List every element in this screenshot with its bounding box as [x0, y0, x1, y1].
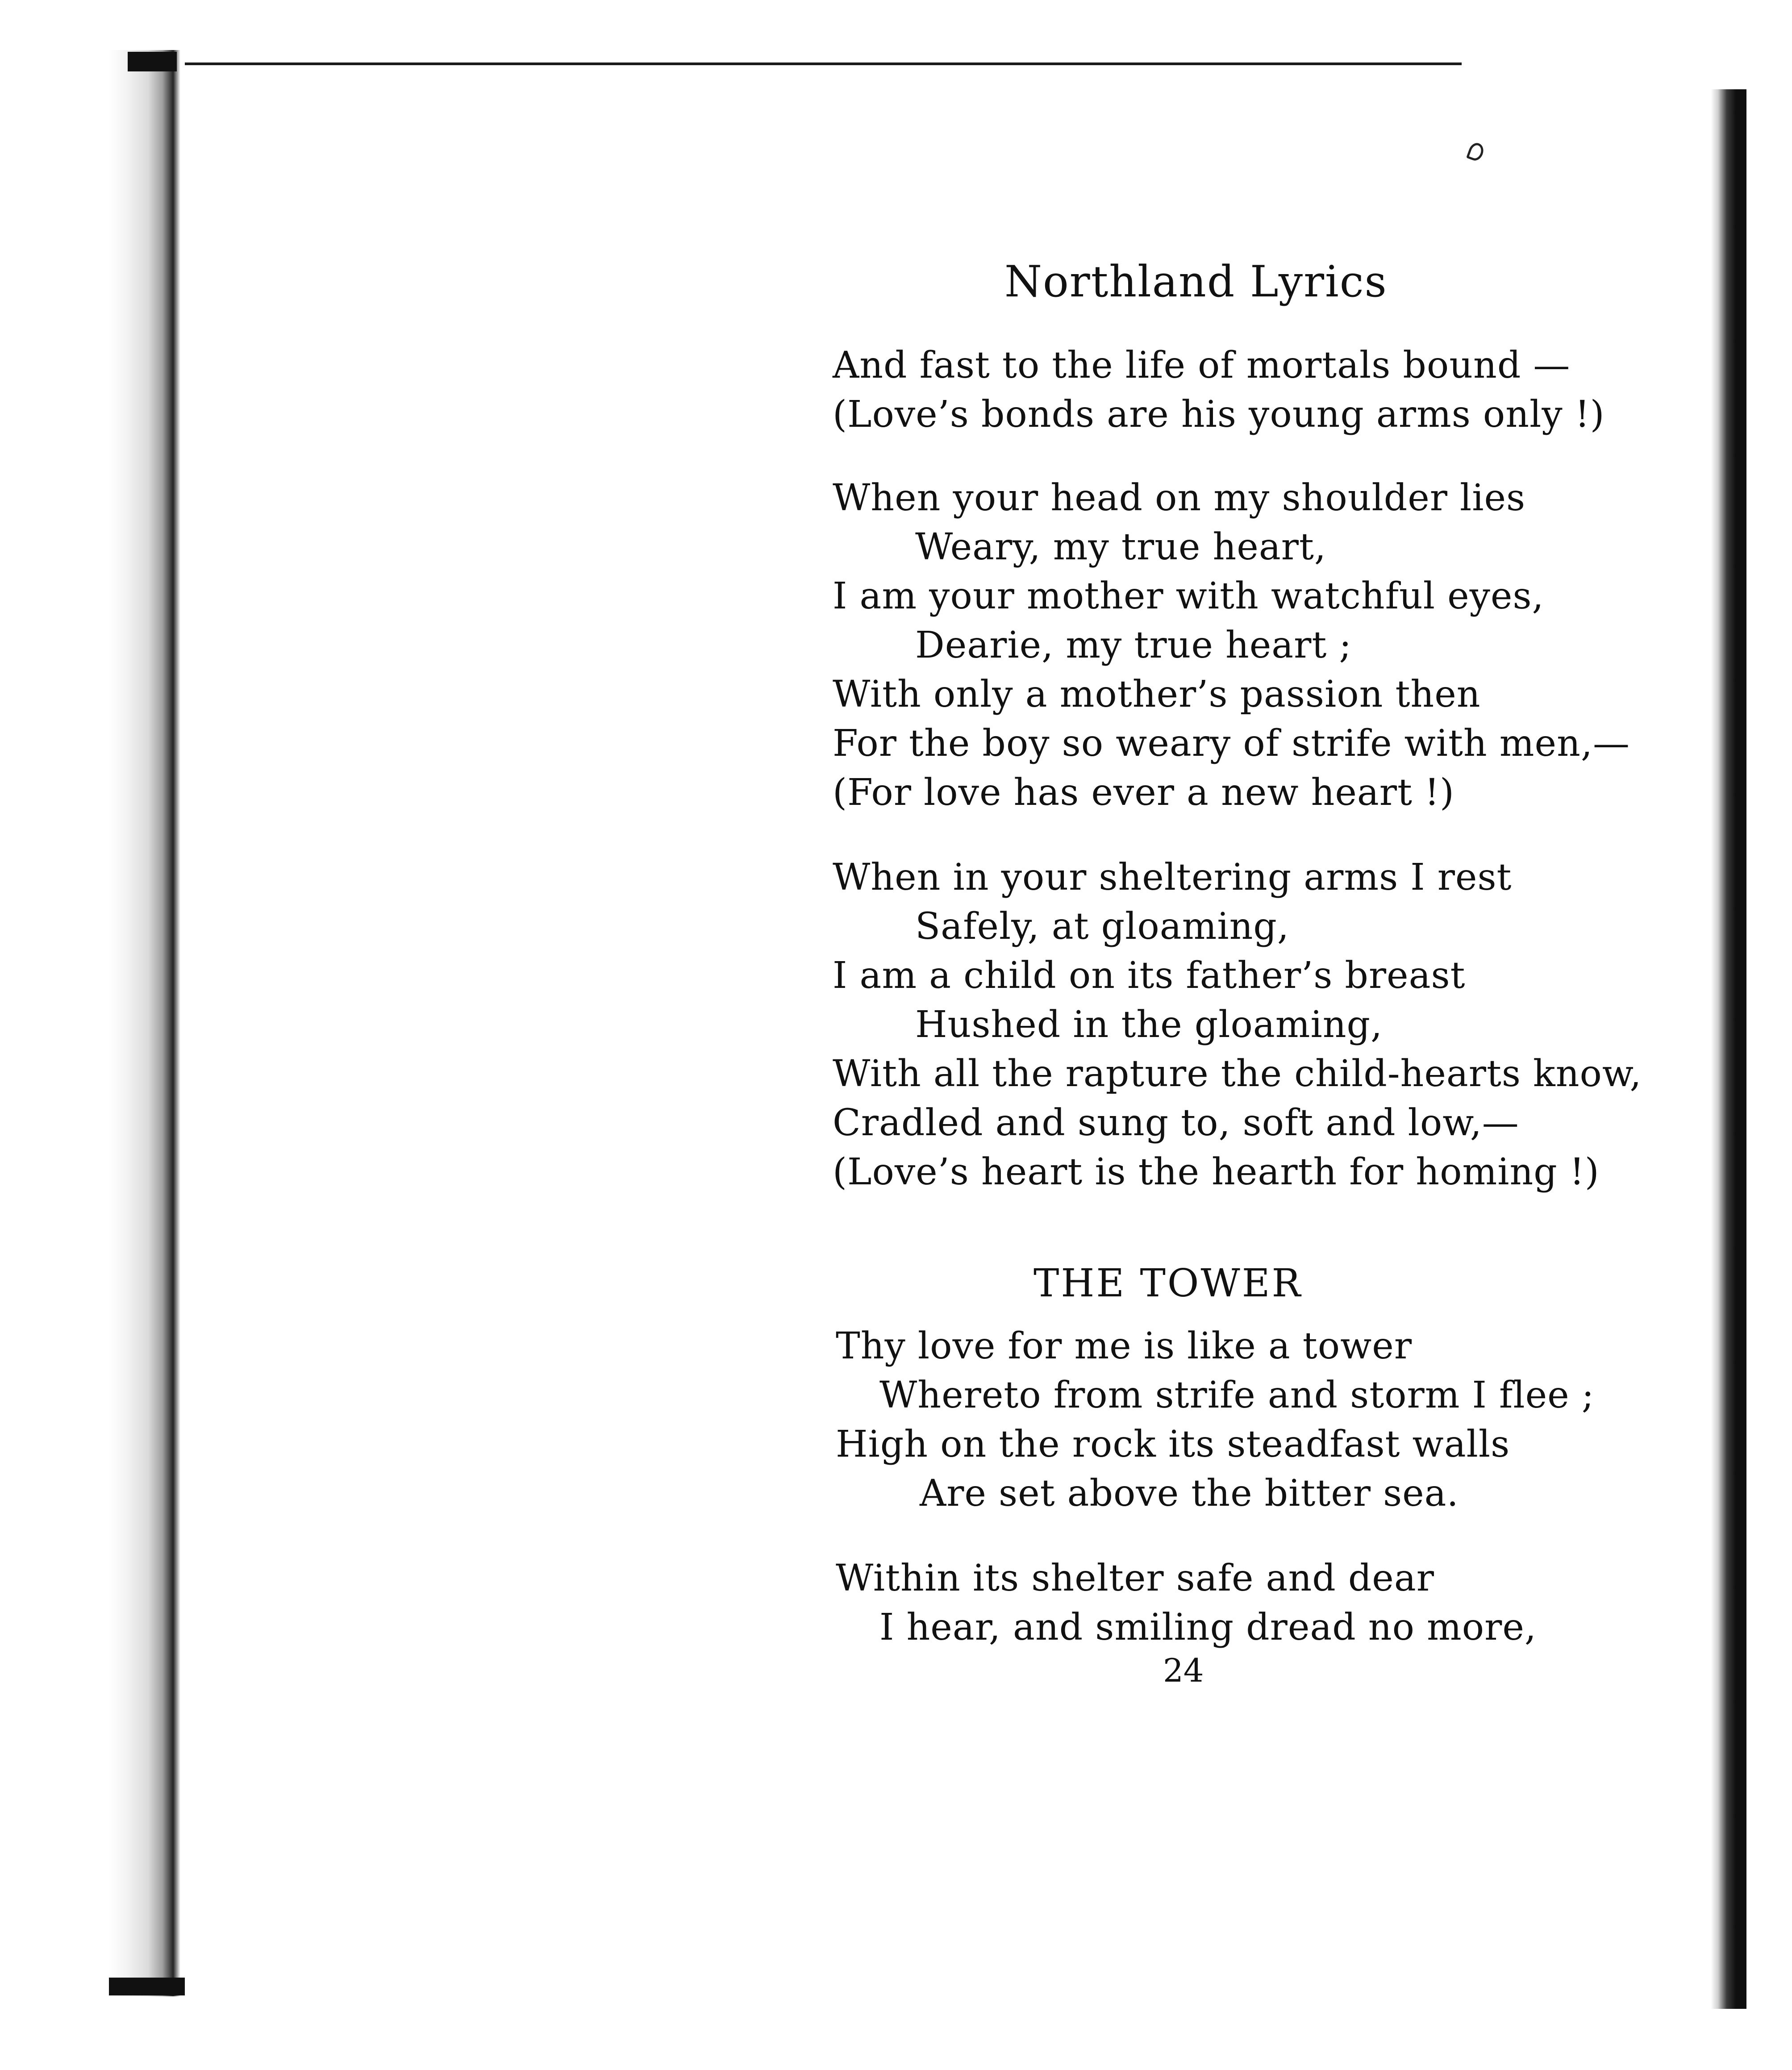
poem1-line-7: With only a mother’s passion then — [833, 673, 1481, 716]
page-number: 24 — [1163, 1652, 1204, 1689]
poem1-line-1: And fast to the life of mortals bound — — [833, 344, 1571, 387]
poem1-line-10: When in your sheltering arms I rest — [833, 856, 1512, 899]
poem1-line-3: When your head on my shoulder lies — [833, 477, 1526, 519]
left-binding-bottom-mark — [109, 1978, 185, 1995]
poem1-line-5: I am your mother with watchful eyes, — [833, 575, 1544, 617]
ink-mark-icon — [1466, 141, 1486, 163]
running-header: Northland Lyrics — [1004, 257, 1388, 307]
poem1-line-6: Dearie, my true heart ; — [915, 624, 1352, 666]
poem2-line-2: Whereto from strife and storm I flee ; — [879, 1374, 1595, 1416]
poem2-line-5: Within its shelter safe and dear — [836, 1557, 1434, 1599]
poem2-line-3: High on the rock its steadfast walls — [836, 1423, 1510, 1466]
poem2-line-4: Are set above the bitter sea. — [920, 1472, 1459, 1515]
poem1-line-15: Cradled and sung to, soft and low,— — [833, 1102, 1519, 1144]
poem1-line-11: Safely, at gloaming, — [915, 905, 1289, 948]
top-page-rule — [185, 62, 1462, 65]
poem1-line-14: With all the rapture the child-hearts know, — [833, 1053, 1642, 1095]
left-binding-top-mark — [128, 52, 177, 71]
poem1-line-4: Weary, my true heart, — [915, 526, 1326, 568]
left-binding-shadow — [109, 50, 180, 1996]
poem1-line-8: For the boy so weary of strife with men,— — [833, 722, 1630, 765]
poem2-line-1: Thy love for me is like a tower — [836, 1325, 1413, 1367]
poem1-line-13: Hushed in the gloaming, — [915, 1004, 1383, 1046]
poem1-line-12: I am a child on its father’s breast — [833, 954, 1466, 997]
poem2-line-6: I hear, and smiling dread no more, — [879, 1606, 1537, 1649]
poem1-line-9: (For love has ever a new heart !) — [833, 771, 1454, 814]
poem1-line-2: (Love’s bonds are his young arms only !) — [833, 393, 1605, 436]
poem1-line-16: (Love’s heart is the hearth for homing !) — [833, 1151, 1600, 1193]
right-page-edge-shadow — [1711, 89, 1746, 2009]
poem-title: THE TOWER — [1034, 1261, 1303, 1306]
